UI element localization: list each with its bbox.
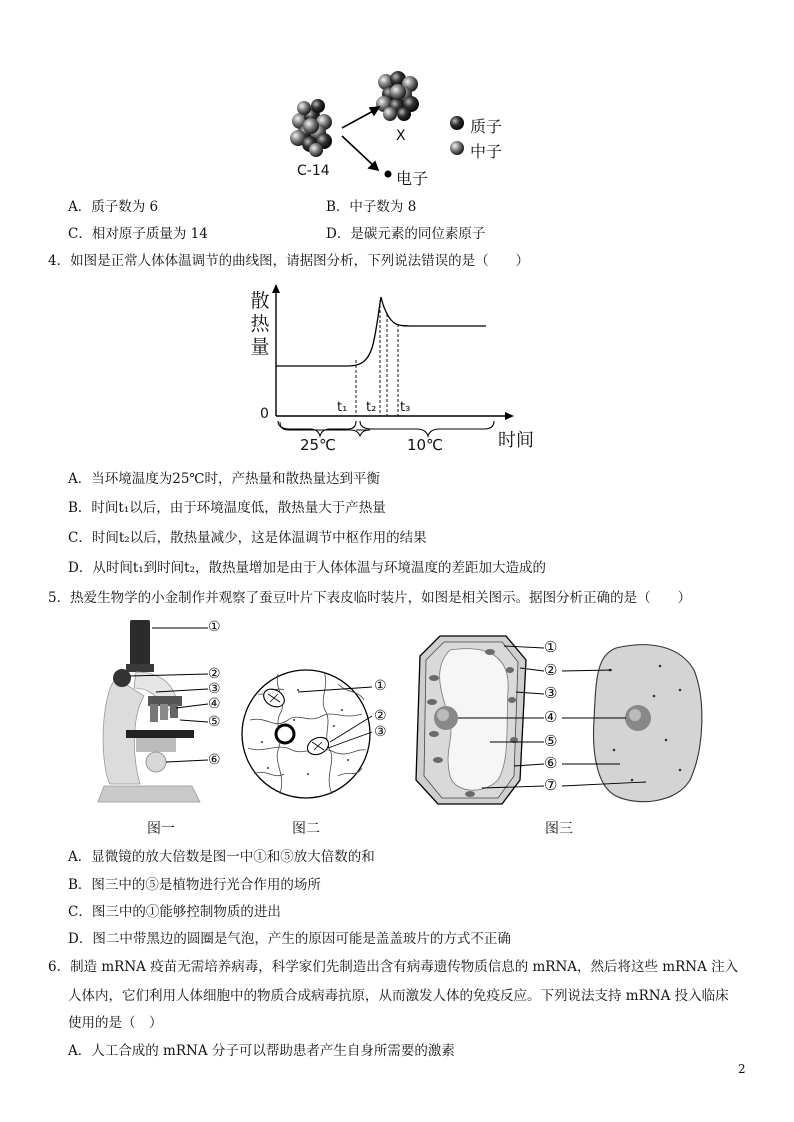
fig1-marker-2: ② xyxy=(208,666,221,682)
q6-stem-line-1: 6．制造 mRNA 疫苗无需培养病毒，科学家们先制造出含有病毒遗传物质信息的 mRNA，然后将这些 mRNA 注入 xyxy=(48,959,739,975)
air-bubble xyxy=(276,725,294,743)
fig2-field-of-view xyxy=(238,650,398,814)
decay-arrows xyxy=(342,107,379,170)
brace-left xyxy=(278,421,356,436)
q4-option-d: D．从时间t₁到时间t₂，散热量增加是由于人体体温与环境温度的差距加大造成的 xyxy=(68,560,546,576)
x-label: X xyxy=(396,128,406,144)
t1-label: t₁ xyxy=(337,400,348,415)
neutron-legend-label: 中子 xyxy=(470,142,503,161)
q6-stem-line-2: 人体内，它们利用人体细胞中的物质合成病毒抗原，从而激发人体的免疫反应。下列说法支持 mRNA 投入临床 xyxy=(68,988,729,1004)
cells-svg xyxy=(410,630,720,816)
q3-option-d: D．是碳元素的同位素原子 xyxy=(326,226,486,242)
q5-option-a: A．显微镜的放大倍数是图一中①和⑤放大倍数的和 xyxy=(68,849,375,865)
fig1-marker-4: ④ xyxy=(208,696,221,712)
temp-right-label: 10℃ xyxy=(407,436,443,454)
q4-option-a: A．当环境温度为25℃时，产热量和散热量达到平衡 xyxy=(68,471,381,487)
y-axis-arrow xyxy=(272,284,280,293)
x-nucleus xyxy=(376,71,419,121)
q4-chart xyxy=(240,280,550,460)
q3-option-a: A．质子数为 6 xyxy=(68,199,159,215)
fig1-marker-5: ⑤ xyxy=(208,714,221,730)
t3-label: t₃ xyxy=(400,400,411,415)
page-number: 2 xyxy=(738,1062,746,1076)
fig1-marker-3: ③ xyxy=(208,681,221,697)
fig3-marker-3: ③ xyxy=(544,684,558,702)
origin-label: 0 xyxy=(260,406,269,422)
fig2-marker-3: ③ xyxy=(374,724,387,740)
fig3-cells xyxy=(410,630,720,816)
fig2-caption: 图二 xyxy=(292,821,320,837)
fig1-caption: 图一 xyxy=(147,821,175,837)
y-label-char-1: 散 xyxy=(250,290,270,312)
fig3-marker-7: ⑦ xyxy=(544,776,558,794)
t2-label: t₂ xyxy=(366,400,377,415)
q4-stem: 4．如图是正常人体体温调节的曲线图，请据图分析，下列说法错误的是（ ） xyxy=(48,253,530,269)
c14-label: C-14 xyxy=(297,163,330,179)
fig1-marker-1: ① xyxy=(208,619,221,635)
brace-right xyxy=(360,421,494,436)
electron-label: 电子 xyxy=(396,169,429,188)
proton-legend-icon xyxy=(450,116,464,130)
fig2-marker-1: ① xyxy=(374,678,387,694)
c14-nucleus xyxy=(290,99,332,157)
fig1-marker-6: ⑥ xyxy=(208,752,221,768)
q5-stem: 5．热爱生物学的小金制作并观察了蚕豆叶片下表皮临时装片，如图是相关图示。据图分析正确的是（ ） xyxy=(48,590,692,606)
x-axis-arrow xyxy=(505,412,514,420)
y-axis-label xyxy=(249,290,271,359)
fig1-microscope xyxy=(96,616,236,816)
q6-stem-line-3: 使用的是（ ） xyxy=(68,1015,163,1031)
q5-option-b: B．图三中的⑤是植物进行光合作用的场所 xyxy=(68,877,321,893)
c14-decay-figure xyxy=(280,66,540,190)
q4-option-b: B．时间t₁以后，由于环境温度低，散热量大于产热量 xyxy=(68,500,386,516)
proton-legend-label: 质子 xyxy=(470,117,503,136)
fig3-caption: 图三 xyxy=(545,821,573,837)
fig2-marker-2: ② xyxy=(374,708,387,724)
fig3-marker-1: ① xyxy=(544,638,558,656)
fig3-marker-4: ④ xyxy=(544,708,558,726)
temp-left-label: 25℃ xyxy=(300,436,336,454)
q6-option-a: A．人工合成的 mRNA 分子可以帮助患者产生自身所需要的激素 xyxy=(68,1043,455,1059)
x-axis-label: 时间 xyxy=(498,430,534,451)
q3-option-b: B．中子数为 8 xyxy=(326,199,417,215)
plant-cell xyxy=(416,636,526,804)
y-label-char-3: 量 xyxy=(250,336,270,358)
y-label-char-2: 热 xyxy=(250,313,270,335)
q5-option-c: C．图三中的①能够控制物质的进出 xyxy=(68,904,281,920)
animal-cell xyxy=(594,645,702,802)
fig3-marker-6: ⑥ xyxy=(544,754,558,772)
fig3-marker-2: ② xyxy=(544,661,558,679)
q4-option-c: C．时间t₂以后，散热量减少，这是体温调节中枢作用的结果 xyxy=(68,530,427,546)
heat-curve xyxy=(276,297,486,366)
q3-option-c: C．相对原子质量为 14 xyxy=(68,226,208,242)
q5-option-d: D．图二中带黑边的圆圈是气泡，产生的原因可能是盖盖玻片的方式不正确 xyxy=(68,931,511,947)
neutron-legend-icon xyxy=(450,141,464,155)
time-guides xyxy=(356,300,398,416)
fig3-marker-5: ⑤ xyxy=(544,732,558,750)
electron-dot xyxy=(385,171,392,178)
